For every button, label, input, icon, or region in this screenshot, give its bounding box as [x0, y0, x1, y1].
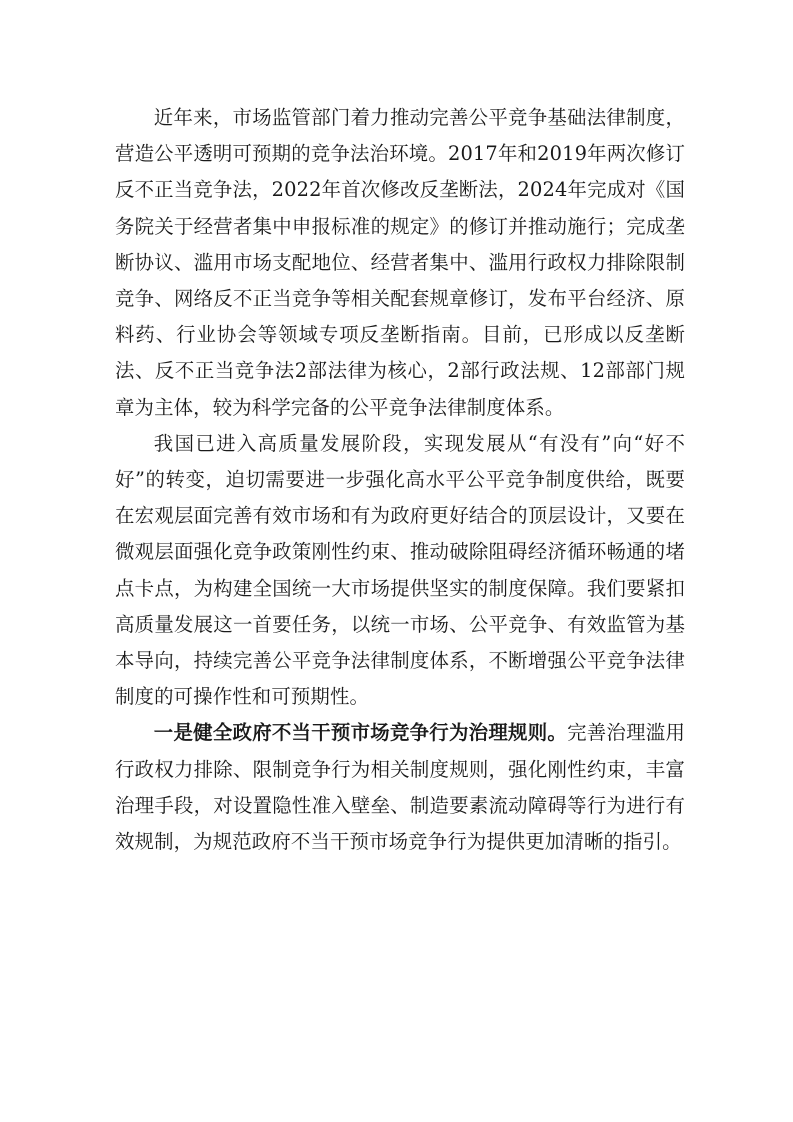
paragraph-regulation-progress: [115, 100, 685, 426]
body-text: [115, 100, 685, 860]
paragraph-governance-rules: [115, 715, 685, 860]
paragraph-text: 我国已进入高质量发展阶段，实现发展从“有没有”向“好不好”的转变，迫切需要进一步强化高水平公平竞争制度供给，既要在宏观层面完善有效市场和有为政府更好结合的顶层设计，又要在微观层面强化竞争政策刚性约束、推动破除阻碍经济循环畅通的堵点卡点，为构建全国统一大市场提供坚实的制度保障。我们要紧扣高质量发展这一首要任务，以统一市场、公平竞争、有效监管为基本导向，持续完善公平竞争法律制度体系，不断增强公平竞争法律制度的可操作性和可预期性。: [115, 431, 685, 709]
paragraph-text: 完善治理滥用行政权力排除、限制竞争行为相关制度规则，强化刚性约束，丰富治理手段，对设置隐性准入壁垒、制造要素流动障碍等行为进行有效规制，为规范政府不当干预市场竞争行为提供更加清晰的指引。: [115, 721, 685, 854]
paragraph-text: 近年来，市场监管部门着力推动完善公平竞争基础法律制度，营造公平透明可预期的竞争法治环境。2017年和2019年两次修订反不正当竞争法，2022年首次修改反垄断法，2024年完成对《国务院关于经营者集中申报标准的规定》的修订并推动施行；完成垄断协议、滥用市场支配地位、经营者集中、滥用行政权力排除限制竞争、网络反不正当竞争等相关配套规章修订，发布平台经济、原料药、行业协会等领域专项反垄断指南。目前，已形成以反垄断法、反不正当竞争法2部法律为核心，2部行政法规、12部部门规章为主体，较为科学完备的公平竞争法律制度体系。: [115, 106, 685, 419]
paragraph-high-quality-development: [115, 426, 685, 716]
paragraph-lead-heading: 一是健全政府不当干预市场竞争行为治理规则。: [153, 721, 568, 745]
